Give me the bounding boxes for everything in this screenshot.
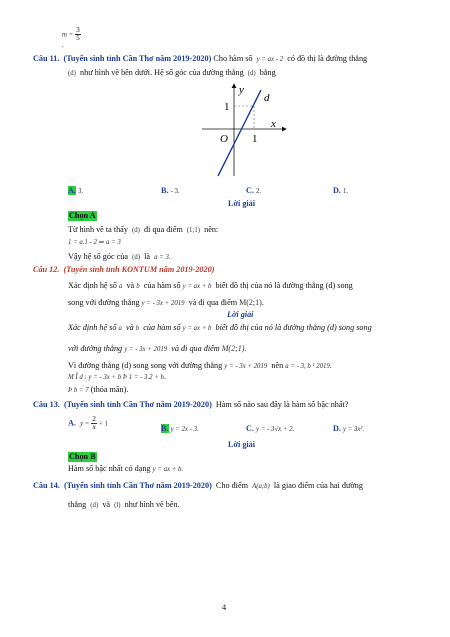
q12-sol-line4: M Î d : y = - 3x + b Þ 1 = - 3.2 + b. [68,372,166,381]
q11-graph [198,80,290,178]
q13-choice-a: A. y = $\frac{2}{x}$ + 1 [68,415,108,431]
q12-sol-line3: Vì đường thẳng (d) song song với đường thẳng y = - 3x + 2019 nên a = - 3, b ¹ 2019. [68,361,332,370]
q11-solution-title: Lời giải [228,199,256,208]
q11-line1: Câu 11. (Tuyển sinh tỉnh Cần Thơ năm 2019-2020) Cho hàm số y = ax - 2 có đồ thị là đường thẳng [33,54,368,63]
q11-sol-line2: 1 = a.1 - 2 ⇒ a = 3 [68,239,121,246]
q11-choice-a: A. 3. [68,186,84,195]
q12-sol-line2: với đường thẳng y = - 3x + 2019 và đi qua điểm M(2;1). [68,344,247,353]
q13-pick: Chọn B [69,452,96,461]
q13-sol-line1: Hàm số bậc nhất có dạng y = ax + b. [68,464,184,473]
q13-header: Câu 13. (Tuyển sinh tỉnh Cần Thơ năm 2019-2020) Hàm số nào sau đây là hàm số bậc nhất? [33,400,349,409]
label-origin: O [220,133,228,145]
q11-choice-c: C. 2. [246,186,262,195]
label-d: d [264,92,270,104]
label-one-y: 1 [224,101,230,113]
q14-line2: thẳng (d) và (l) như hình vẽ bên. [68,500,180,509]
q12-sol-line1: Xác định hệ số a và b của hàm số y = ax + b biết đồ thị của nó là đường thẳng (d) song song [68,323,372,332]
q12-solution-title: Lời giải [227,310,254,319]
q12-line1: Xác định hệ số a và b của hàm số y = ax + b biết đồ thị của nó là đường thẳng (d) song [68,281,353,290]
q13-choice-d: D. y = 3x². [333,424,365,433]
m-equation: m = $\frac{3}{5}$ [62,26,80,42]
q11-pick: Chọn A [69,211,96,220]
label-x: x [271,118,276,130]
label-y: y [239,84,244,96]
q13-choice-b: B. y = 2x - 3. [161,424,199,433]
q12-line2: song với đường thẳng y = - 3x + 2019 và đi qua điểm M(2;1). [68,298,264,307]
label-one-x: 1 [252,133,258,145]
q11-line2: (d) như hình vẽ bên dưới. Hệ số góc của đường thẳng (d) bằng [68,68,276,77]
q11-choice-b: B. - 3. [161,186,180,195]
q12-sol-line5: Þ b = 7 (thỏa mãn). [68,385,129,394]
q11-choice-d: D. 1. [333,186,349,195]
q13-choice-c: C. y = - 3√x + 2. [246,424,295,433]
q14-line1: Câu 14. (Tuyển sinh tỉnh Cần Thơ năm 2019-2020) Cho điểm A(a;b) là giao điểm của hai đường [33,481,363,490]
q11-sol-line3: Vậy hệ số góc của (d) là a = 3. [68,252,171,261]
q11-sol-line1: Từ hình vẽ ta thấy (d) đi qua điểm (1;1) nên: [68,225,219,234]
q13-solution-title: Lời giải [228,440,256,449]
bullet-dot: . [62,41,64,49]
q12-header: Câu 12. (Tuyển sinh tỉnh KONTUM năm 2019-2020) [33,265,215,274]
page-number: 4 [222,603,227,612]
